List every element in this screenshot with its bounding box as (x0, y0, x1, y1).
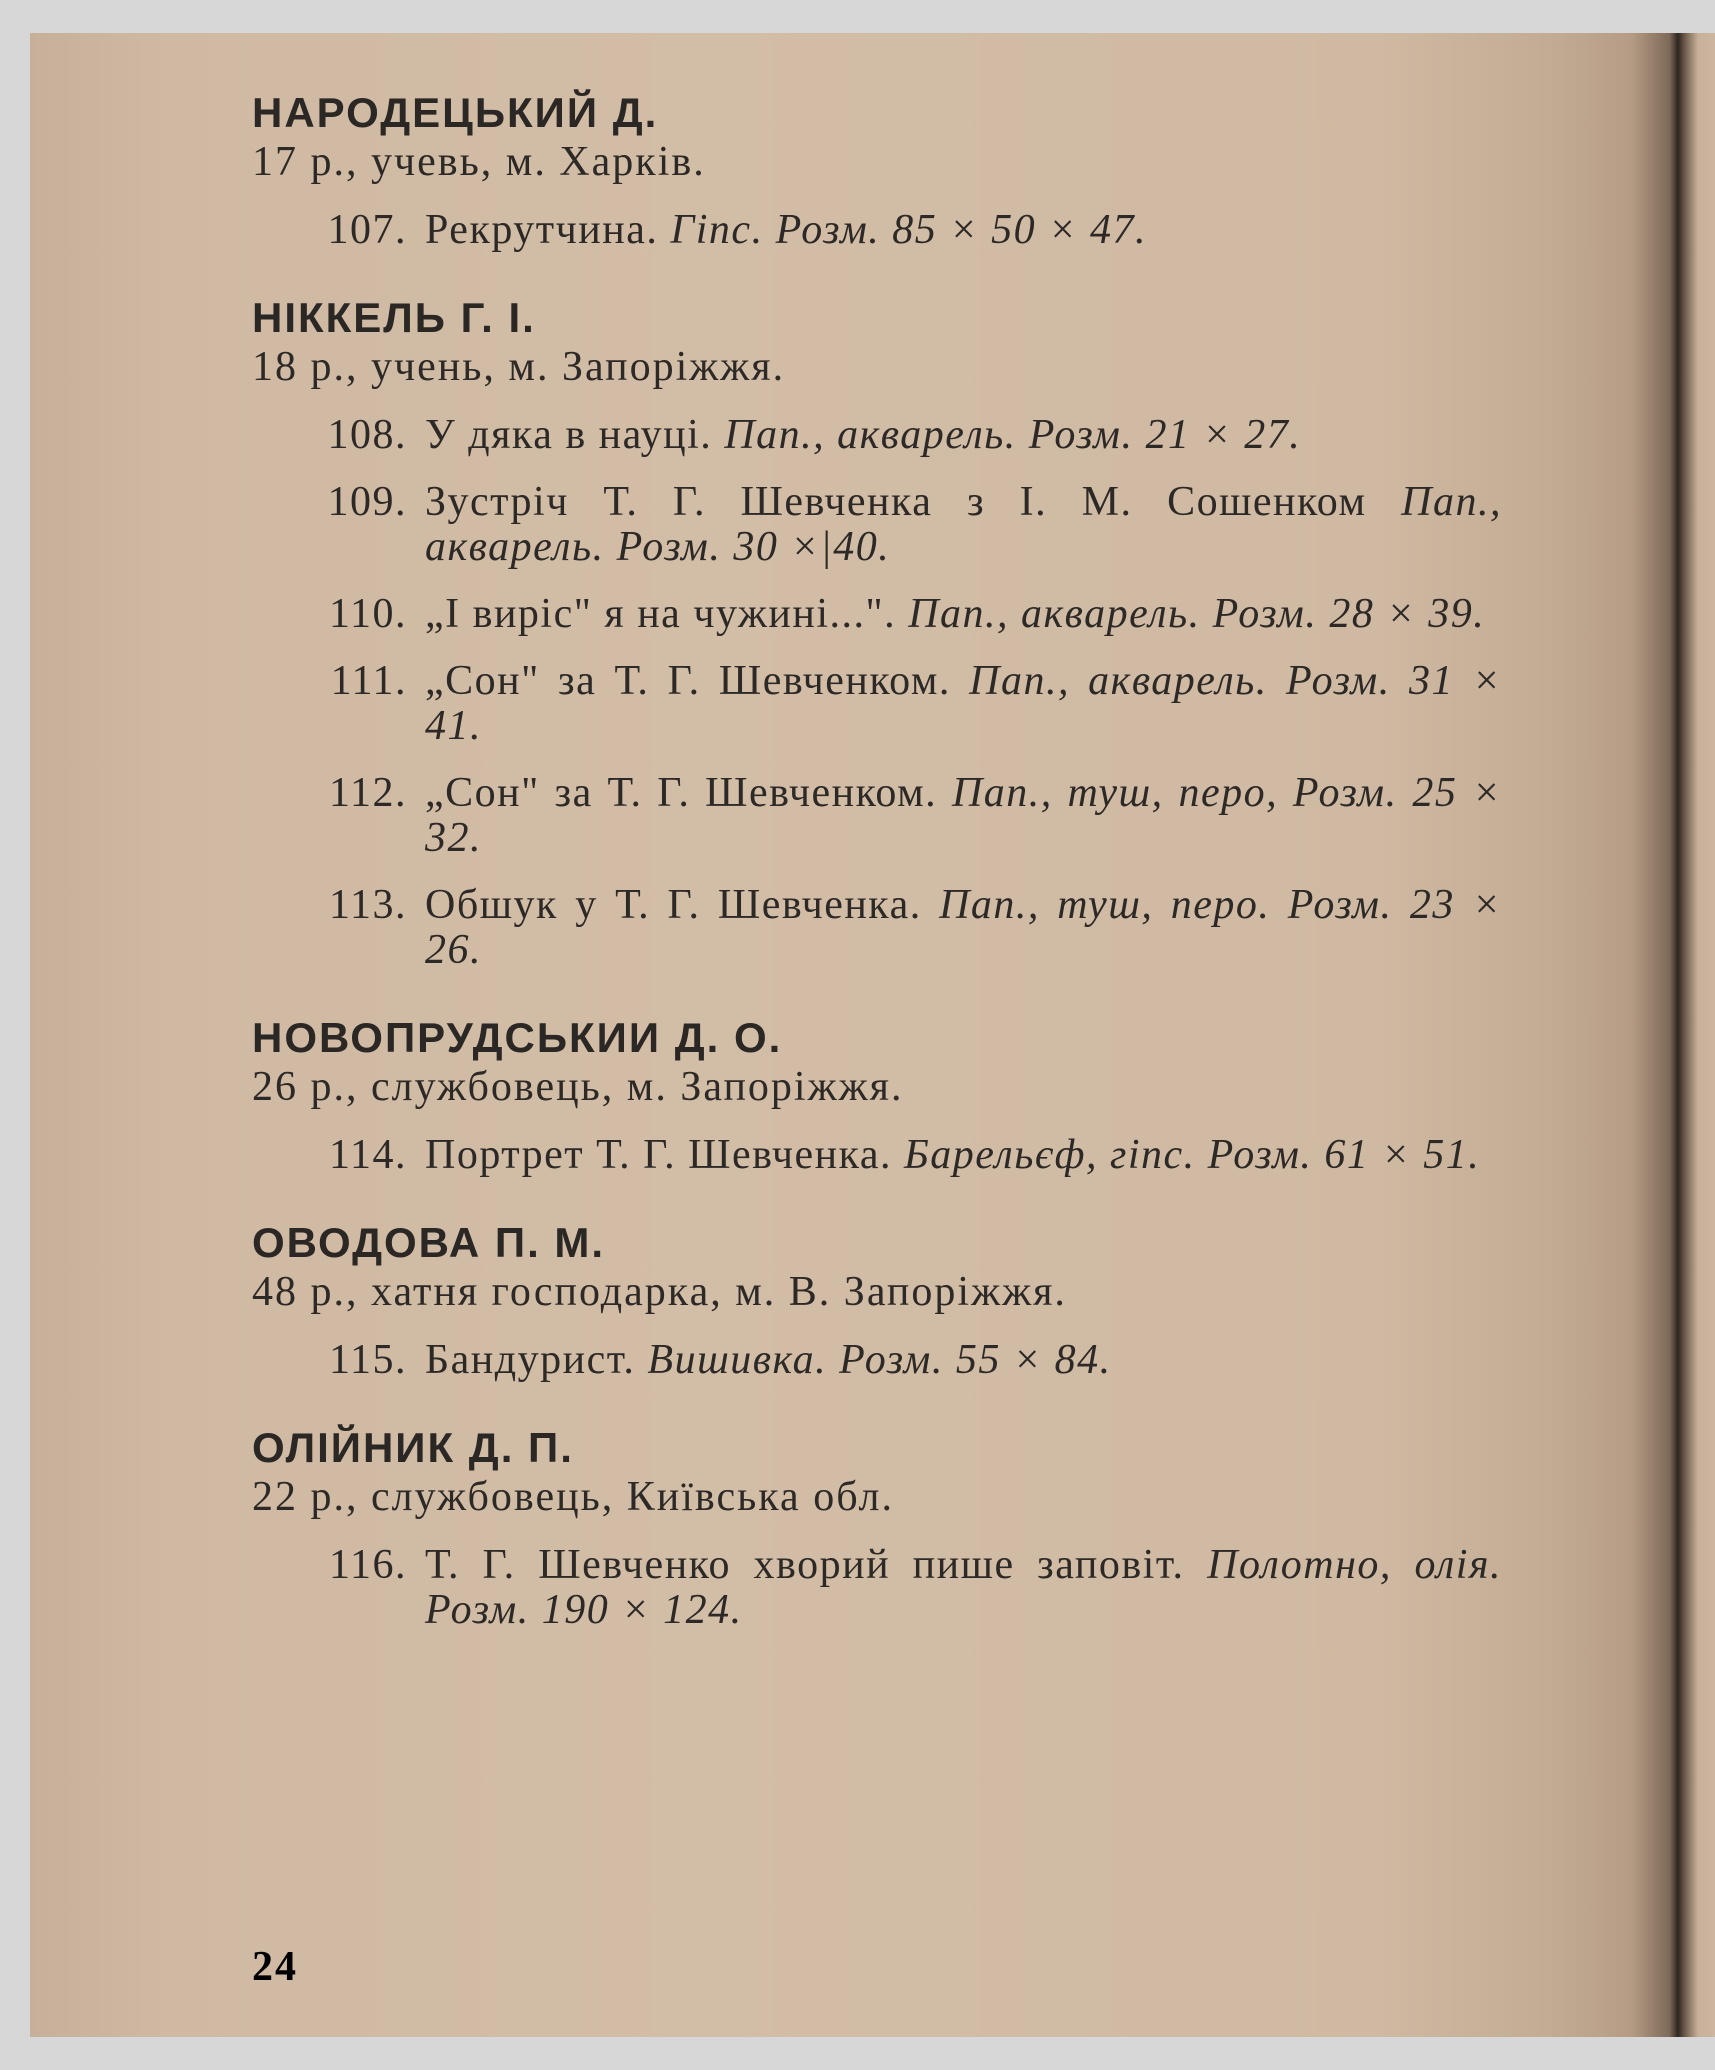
catalog-entry (252, 293, 1502, 973)
work-title: Бандурист. (425, 1337, 636, 1383)
work-item (252, 1338, 1502, 1383)
work-item (252, 208, 1502, 253)
catalog-page (252, 88, 1502, 1673)
work-title: Портрет Т. Г. Шевченка. (425, 1132, 893, 1178)
author-bio: 26 р., службовець, м. Запоріжжя. (252, 1064, 904, 1110)
catalog-entry (252, 1423, 1502, 1633)
work-number: 109. (327, 479, 407, 525)
work-number: 114. (329, 1132, 407, 1178)
work-text (425, 659, 1502, 749)
work-item (252, 1543, 1502, 1633)
author-bio: 17 р., учевь, м. Харків. (252, 139, 706, 185)
work-description: Полотно, олія. Розм. 190 × 124. (425, 1542, 1502, 1633)
work-title: Обшук у Т. Г. Шевченка. (425, 882, 922, 928)
work-title: У дяка в науці. (425, 412, 713, 458)
work-title: „Сон" за Т. Г. Шевченком. (425, 658, 951, 704)
work-item (252, 883, 1502, 973)
work-description: Барельєф, гіпс. Розм. 61 × 51. (904, 1132, 1481, 1178)
work-text (425, 1543, 1502, 1633)
work-number: 110. (329, 591, 407, 637)
work-text (425, 883, 1502, 973)
author-name: НОВОПРУДСЬКИИ Д. О. (252, 1014, 783, 1061)
scanned-page (30, 33, 1715, 2037)
work-text (425, 592, 1502, 637)
work-description: Пап., акварель. Розм. 31 × 41. (425, 658, 1502, 749)
work-description: Пап., акварель. Розм. 21 × 27. (724, 412, 1302, 458)
work-description: Пап., туш, перо, Розм. 25 × 32. (425, 770, 1502, 861)
work-text (425, 208, 1502, 253)
work-text (425, 413, 1502, 458)
author-name: ОЛІЙНИК Д. П. (252, 1424, 574, 1471)
author-name: ОВОДОВА П. М. (252, 1219, 606, 1266)
work-text (425, 1338, 1502, 1383)
work-number: 116. (329, 1542, 407, 1588)
work-text (425, 480, 1502, 570)
catalog-entry (252, 1218, 1502, 1383)
work-item (252, 480, 1502, 570)
work-number: 113. (329, 882, 407, 928)
work-text (425, 1133, 1502, 1178)
work-number: 111. (330, 658, 407, 704)
work-title: „Сон" за Т. Г. Шевченком. (425, 770, 938, 816)
work-title: Рекрутчина. (425, 207, 659, 253)
work-item (252, 592, 1502, 637)
work-description: Пап., туш, перо. Розм. 23 × 26. (425, 882, 1503, 973)
work-number: 112. (329, 770, 407, 816)
work-text (425, 771, 1502, 861)
author-bio: 22 р., службовець, Київська обл. (252, 1474, 894, 1520)
work-description: Гіпс. Розм. 85 × 50 × 47. (670, 207, 1147, 253)
work-title: „І виріс" я на чужині...". (425, 591, 897, 637)
author-name: НАРОДЕЦЬКИЙ Д. (252, 89, 659, 136)
work-description: Пап., акварель. Розм. 30 ×|40. (425, 479, 1502, 570)
work-number: 107. (327, 207, 407, 253)
work-description: Вишивка. Розм. 55 × 84. (647, 1337, 1112, 1383)
work-number: 108. (327, 412, 407, 458)
author-name: НІККЕЛЬ Г. І. (252, 294, 536, 341)
work-title: Зустріч Т. Г. Шевченка з І. М. Сошенком (425, 479, 1367, 525)
author-bio: 18 р., учень, м. Запоріжжя. (252, 344, 786, 390)
page-number: 24 (252, 1944, 298, 1990)
work-item (252, 659, 1502, 749)
author-bio: 48 р., хатня господарка, м. В. Запоріжжя. (252, 1269, 1067, 1315)
work-number: 115. (329, 1337, 407, 1383)
work-item (252, 413, 1502, 458)
catalog-entry (252, 1013, 1502, 1178)
work-description: Пап., акварель. Розм. 28 × 39. (908, 591, 1486, 637)
work-item (252, 1133, 1502, 1178)
catalog-entry (252, 88, 1502, 253)
work-title: Т. Г. Шевченко хворий пише заповіт. (425, 1542, 1185, 1588)
work-item (252, 771, 1502, 861)
